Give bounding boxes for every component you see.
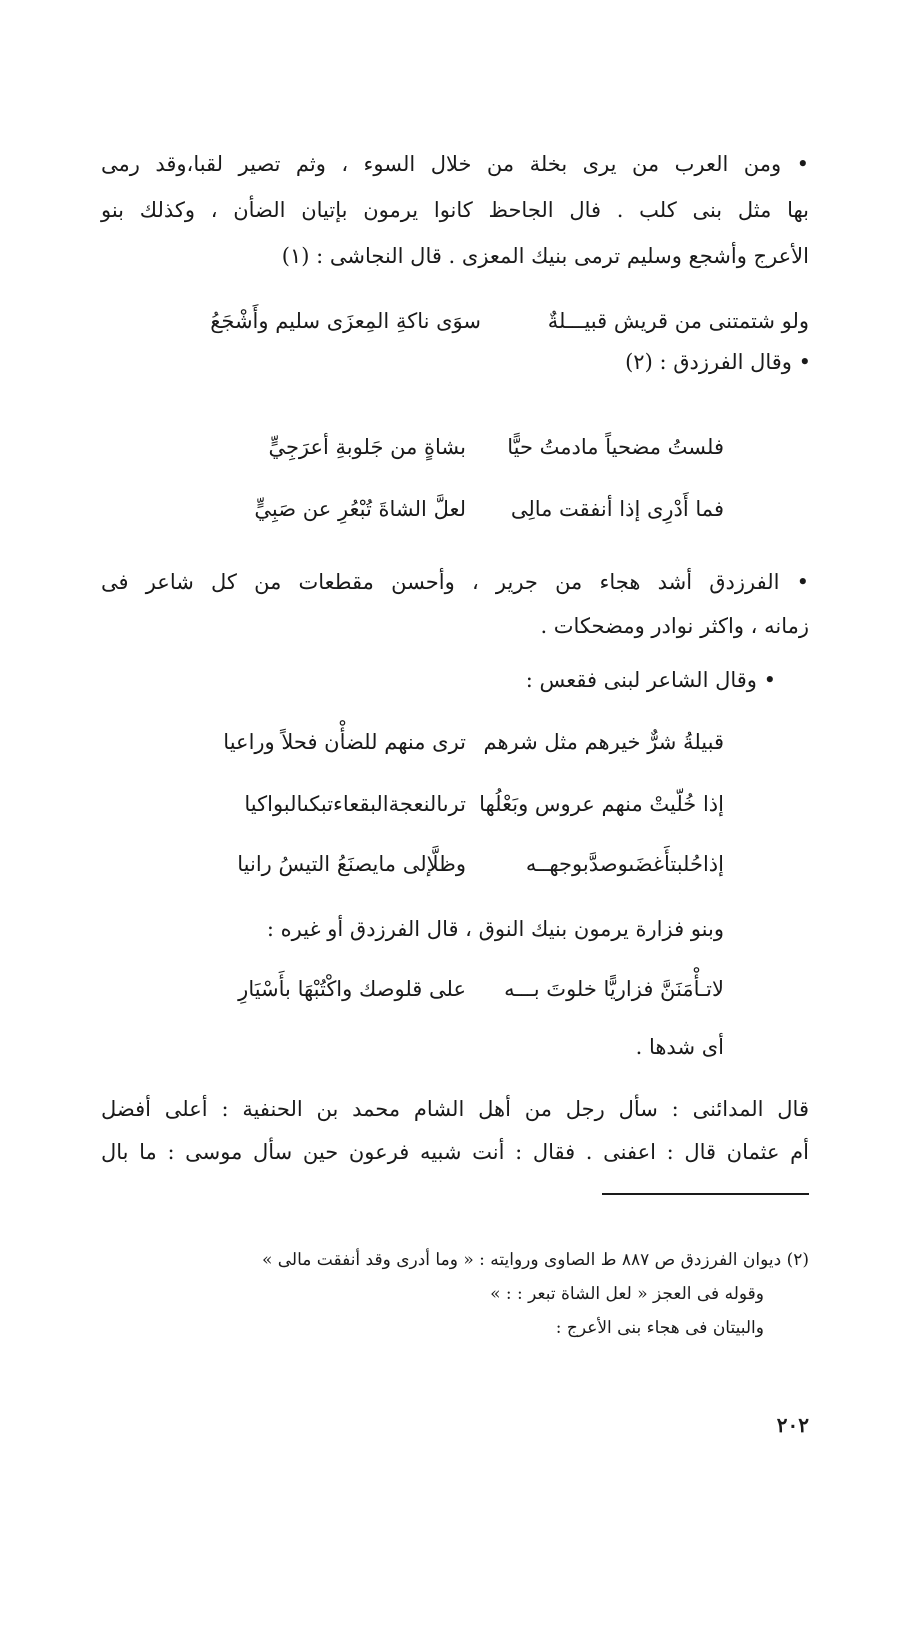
farazdaq-heading: • وقال الفرزدق : (٢) [625, 350, 811, 374]
page-number: ٢٠٢ [776, 1413, 809, 1437]
intro-line-1: • ومن العرب من يرى بخلة من خلال السوء ، وثم تصير لقبا،وقد رمى [101, 152, 809, 176]
footnote-line-1: (٢) ديوان الفرزدق ص ٨٨٧ ط الصاوى وروايته : « وما أدرى وقد أنفقت مالى » [261, 1250, 809, 1270]
intro-line-2: بها مثل بنى كلب . فال الجاحظ كانوا يرمون بإتيان الضأن ، وكذلك بنو [101, 198, 809, 222]
verse-6-second-hemistich: وظلَّإلى مايصنَعُ التيسُ رانيا [237, 852, 466, 876]
verse-3-second-hemistich: لعلَّ الشاةَ تُبْعُرِ عن صَبِيٍّ [254, 497, 466, 521]
madaini-line-2: أم عثمان قال : اعفنى . فقال : أنت شبيه فرعون حين سأل موسى : ما بال [101, 1140, 809, 1164]
verse-2-first-hemistich: فلستُ مضحياً مادمتُ حيًّا [507, 435, 724, 459]
footnote-line-3: والبيتان فى هجاء بنى الأعرج : [555, 1318, 764, 1338]
verse-7-first-hemistich: لاتـأْمَنَنَّ فزاريًّا خلوتَ بـــه [504, 977, 724, 1001]
verse-4-second-hemistich: ترى منهم للضأْن فحلاً وراعيا [223, 730, 466, 754]
footnote-line-2: وقوله فى العجز « لعل الشاة تبعر : : » [490, 1284, 764, 1304]
gloss-line: أى شدها . [635, 1035, 724, 1059]
verse-6-first-hemistich: إذاحُلبتأَغضَىوصدَّبوجهــه [525, 852, 724, 876]
verse-3-first-hemistich: فما أَدْرِى إذا أنفقت مالِى [510, 497, 724, 521]
footnote-separator [602, 1193, 809, 1195]
verse-1-first-hemistich: ولو شتمتنى من قريش قبيـــلةٌ [547, 309, 809, 333]
farazdaq-note-line-1: • الفرزدق أشد هجاء من جرير ، وأحسن مقطعات من كل شاعر فى [101, 570, 809, 594]
poet-heading: • وقال الشاعر لبنى فقعس : [525, 668, 776, 692]
verse-1-second-hemistich: سوَى ناكةِ المِعزَى سليم وأَشْجَعُ [210, 309, 481, 333]
farazdaq-note-line-2: زمانه ، واكثر نوادر ومضحكات . [540, 614, 809, 638]
verse-2-second-hemistich: بشاةٍ من جَلوبةِ أعرَجِيٍّ [268, 435, 466, 459]
madaini-line-1: قال المدائنى : سأل رجل من أهل الشام محمد بن الحنفية : أعلى أفضل [101, 1097, 809, 1121]
verse-5-first-hemistich: إذا خُلّيتْ منهم عروس وبَعْلُها [479, 792, 724, 816]
verse-4-first-hemistich: قبيلةُ شرٌّ خيرهم مثل شرهم [483, 730, 724, 754]
fazara-line: وبنو فزارة يرمون بنيك النوق ، قال الفرزدق أو غيره : [266, 917, 724, 941]
intro-line-3: الأعرج وأشجع وسليم ترمى بنيك المعزى . قال النجاشى : (١) [281, 244, 809, 268]
verse-7-second-hemistich: على قلوصك واكْتُبْهَا بأَسْيَارِ [238, 977, 466, 1001]
verse-5-second-hemistich: ترىالنعجةالبقعاءتبكىالبواكيا [244, 792, 466, 816]
